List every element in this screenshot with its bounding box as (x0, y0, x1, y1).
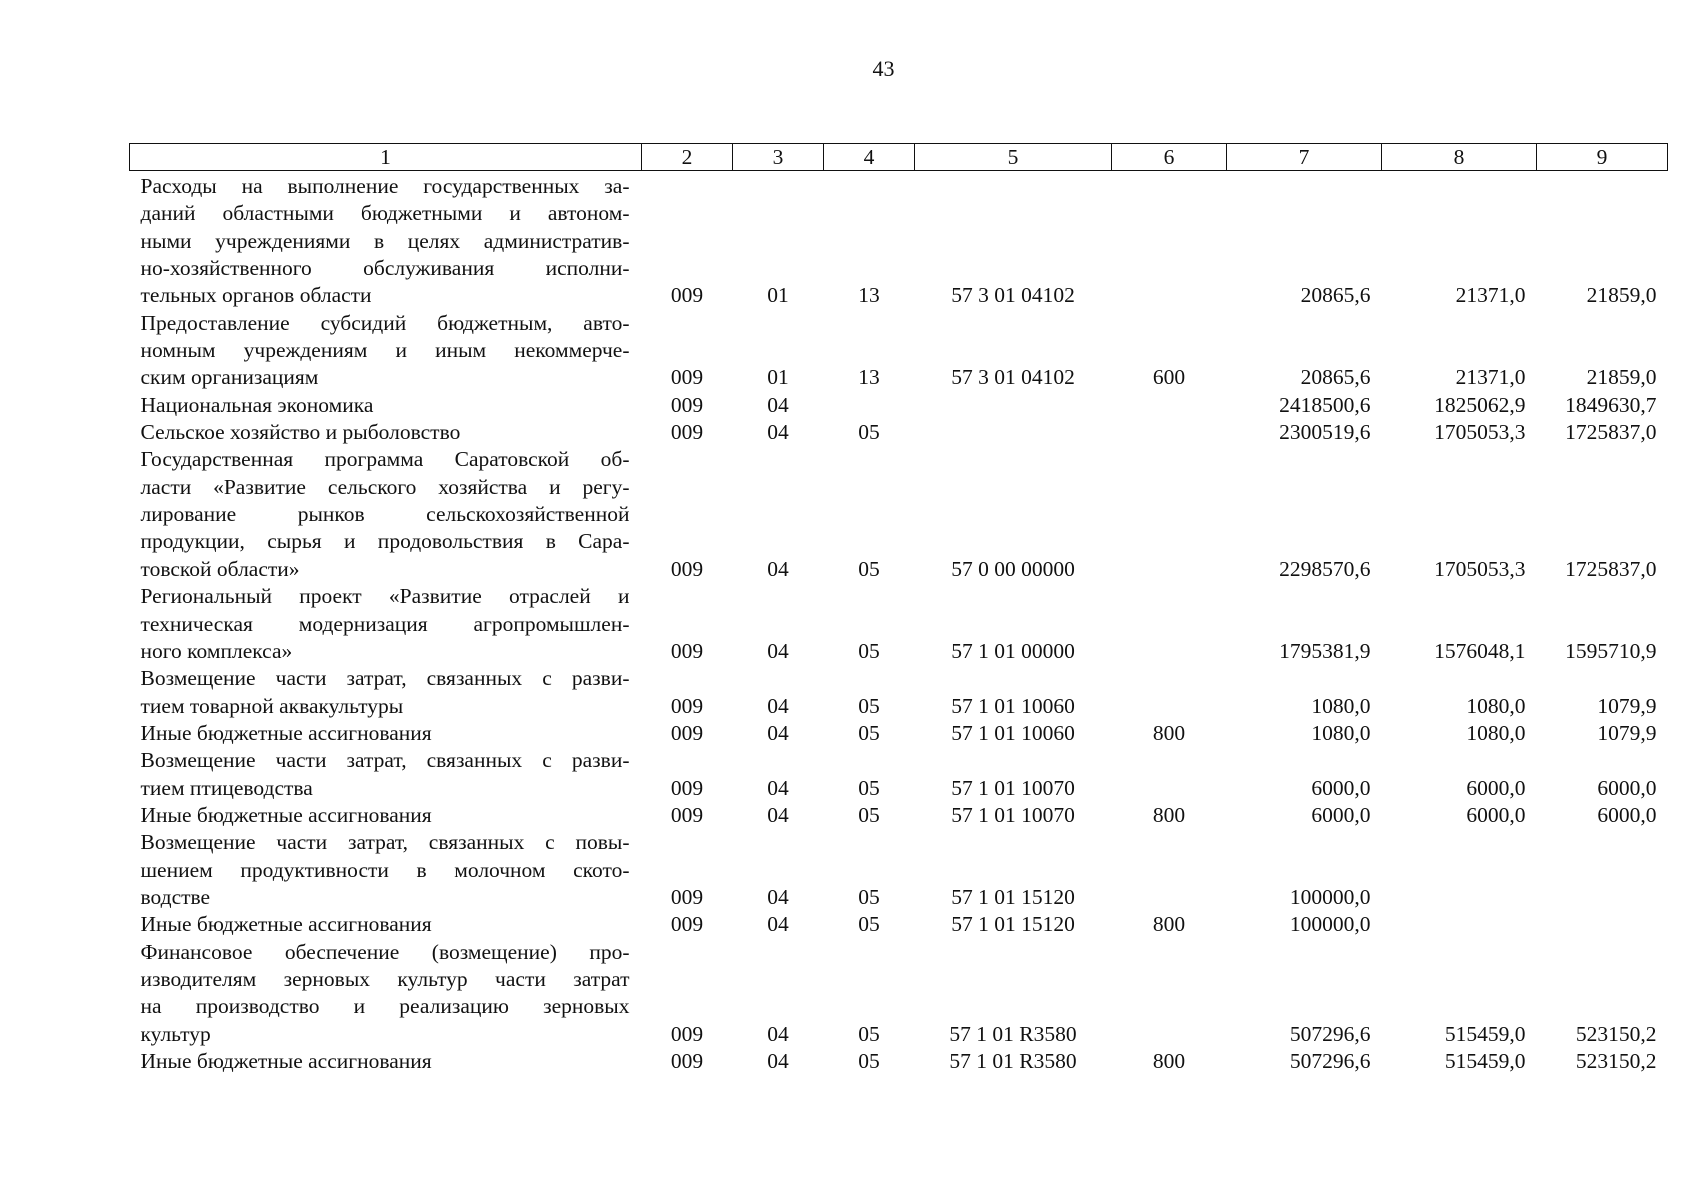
item-name-line: лирование рынков сельскохозяйственной (140, 502, 630, 527)
item-name-line: Национальная экономика (140, 392, 374, 417)
amount-cell-8 (1382, 829, 1537, 911)
target-code-cell: 57 1 01 00000 (951, 638, 1075, 663)
item-name-line: тием птицеводства (140, 775, 313, 800)
target-code-cell: 57 1 01 15120 (951, 912, 1075, 937)
amount-cell-9: 1725837,0 (1565, 420, 1657, 445)
item-name-line: ским организациям (140, 365, 319, 390)
subsection-code-cell: 13 (858, 365, 880, 390)
amount-cell-9: 6000,0 (1597, 775, 1657, 800)
column-header: 4 (824, 144, 915, 171)
amount-cell-8: 515459,0 (1444, 1021, 1526, 1046)
amount-cell-9: 1079,9 (1597, 693, 1657, 718)
amount-cell-9: 1595710,9 (1565, 638, 1657, 663)
subsection-code-cell: 05 (858, 720, 880, 745)
target-code-cell: 57 1 01 15120 (951, 884, 1075, 909)
amount-cell-7: 1080,0 (1311, 720, 1371, 745)
amount-cell-9: 6000,0 (1597, 802, 1657, 827)
item-name-cell (130, 829, 642, 911)
expense-type-cell: 600 (1152, 365, 1186, 390)
item-name-cell (130, 171, 642, 310)
amount-cell-7: 1795381,9 (1279, 638, 1371, 663)
item-name-cell (130, 747, 642, 802)
subsection-code-cell: 05 (858, 912, 880, 937)
section-code-cell: 04 (767, 884, 789, 909)
target-code-cell: 57 3 01 04102 (951, 365, 1075, 390)
expense-type-cell (1112, 747, 1227, 802)
item-name-cell (130, 665, 642, 720)
item-name-line: Иные бюджетные ассигнования (140, 802, 432, 827)
item-name-line: Иные бюджетные ассигнования (140, 912, 432, 937)
amount-cell-9 (1537, 911, 1668, 938)
page-number: 43 (872, 56, 895, 81)
section-code-cell: 04 (767, 392, 789, 417)
amount-cell-7: 1080,0 (1311, 693, 1371, 718)
table-row (130, 583, 1668, 665)
amount-cell-7: 20865,6 (1300, 365, 1371, 390)
amount-cell-8: 6000,0 (1466, 802, 1526, 827)
item-name-line: товской области» (140, 556, 300, 581)
column-header: 3 (733, 144, 824, 171)
header-row (130, 144, 1668, 171)
section-code-cell: 01 (767, 283, 789, 308)
table-row (130, 829, 1668, 911)
item-name-line: шением продуктивности в молочном ското- (140, 857, 630, 882)
item-name-cell (130, 720, 642, 747)
target-code-cell (915, 419, 1112, 446)
table-row (130, 392, 1668, 419)
expense-type-cell: 800 (1152, 802, 1186, 827)
item-name-cell (130, 446, 642, 583)
item-name-cell (130, 392, 642, 419)
amount-cell-7: 20865,6 (1300, 283, 1371, 308)
subsection-code-cell: 05 (858, 638, 880, 663)
item-name-line: Государственная программа Саратовской об- (140, 447, 630, 472)
target-code-cell: 57 1 01 10060 (951, 720, 1075, 745)
amount-cell-8: 1705053,3 (1434, 556, 1526, 581)
item-name-line: Расходы на выполнение государственных за- (140, 174, 630, 198)
item-name-line: Возмещение части затрат, связанных с разви- (140, 748, 630, 773)
subsection-code-cell: 05 (858, 1049, 880, 1073)
budget-table (129, 143, 1668, 1075)
amount-cell-8: 515459,0 (1444, 1049, 1526, 1073)
expense-type-cell: 800 (1152, 720, 1186, 745)
amount-cell-8: 6000,0 (1466, 775, 1526, 800)
admin-code-cell: 009 (670, 884, 704, 909)
item-name-line: но-хозяйственного обслуживания исполни- (140, 256, 630, 281)
admin-code-cell: 009 (670, 1049, 704, 1073)
item-name-line: Иные бюджетные ассигнования (140, 1049, 432, 1073)
item-name-line: техническая модернизация агропромышлен- (140, 611, 630, 636)
amount-cell-9: 1079,9 (1597, 720, 1657, 745)
table-row (130, 419, 1668, 446)
column-header: 1 (130, 144, 642, 171)
item-name-cell (130, 911, 642, 938)
item-name-line: ного комплекса» (140, 638, 293, 663)
section-code-cell: 04 (767, 420, 789, 445)
column-header: 6 (1112, 144, 1227, 171)
column-header: 2 (642, 144, 733, 171)
item-name-line: культур (140, 1021, 211, 1046)
item-name-line: Возмещение части затрат, связанных с повы- (140, 830, 630, 855)
item-name-cell (130, 583, 642, 665)
table-row (130, 911, 1668, 938)
target-code-cell: 57 1 01 10070 (951, 802, 1075, 827)
subsection-code-cell: 05 (858, 420, 880, 445)
item-name-line: тельных органов области (140, 283, 372, 308)
subsection-code-cell: 05 (858, 802, 880, 827)
item-name-line: Иные бюджетные ассигнования (140, 720, 432, 745)
amount-cell-9: 21859,0 (1586, 365, 1657, 390)
target-code-cell: 57 1 01 10060 (951, 693, 1075, 718)
amount-cell-9 (1537, 829, 1668, 911)
admin-code-cell: 009 (670, 392, 704, 417)
item-name-line: номным учреждениям и иным некоммерче- (140, 338, 630, 363)
admin-code-cell: 009 (670, 365, 704, 390)
amount-cell-7: 507296,6 (1289, 1021, 1371, 1046)
table-row (130, 939, 1668, 1048)
item-name-line: ными учреждениями в целях административ- (140, 228, 630, 253)
section-code-cell: 04 (767, 720, 789, 745)
amount-cell-7: 507296,6 (1289, 1049, 1371, 1073)
target-code-cell: 57 1 01 R3580 (949, 1021, 1077, 1046)
expense-type-cell (1112, 829, 1227, 911)
section-code-cell: 01 (767, 365, 789, 390)
item-name-cell (130, 802, 642, 829)
item-name-cell (130, 310, 642, 392)
expense-type-cell (1112, 392, 1227, 419)
section-code-cell: 04 (767, 1049, 789, 1073)
amount-cell-9: 1725837,0 (1565, 556, 1657, 581)
column-header: 9 (1537, 144, 1668, 171)
section-code-cell: 04 (767, 693, 789, 718)
admin-code-cell: 009 (670, 802, 704, 827)
amount-cell-7: 100000,0 (1289, 884, 1371, 909)
section-code-cell: 04 (767, 775, 789, 800)
expense-type-cell: 800 (1152, 1049, 1186, 1073)
amount-cell-7: 100000,0 (1289, 912, 1371, 937)
expense-type-cell (1112, 446, 1227, 583)
amount-cell-8: 1825062,9 (1434, 392, 1526, 417)
amount-cell-8: 21371,0 (1455, 365, 1526, 390)
item-name-line: Финансовое обеспечение (возмещение) про- (140, 939, 630, 964)
column-header: 7 (1227, 144, 1382, 171)
table-row (130, 720, 1668, 747)
item-name-line: Возмещение части затрат, связанных с разви- (140, 666, 630, 691)
amount-cell-8: 1080,0 (1466, 693, 1526, 718)
admin-code-cell: 009 (670, 556, 704, 581)
item-name-cell (130, 939, 642, 1048)
table-row (130, 446, 1668, 583)
table-row (130, 1048, 1668, 1075)
item-name-cell (130, 419, 642, 446)
amount-cell-8 (1382, 911, 1537, 938)
target-code-cell (915, 392, 1112, 419)
table-row (130, 747, 1668, 802)
amount-cell-7: 2300519,6 (1279, 420, 1371, 445)
expense-type-cell (1112, 583, 1227, 665)
item-name-line: даний областными бюджетными и автоном- (140, 201, 630, 226)
expense-type-cell: 800 (1152, 912, 1186, 937)
amount-cell-8: 1576048,1 (1434, 638, 1526, 663)
item-name-line: на производство и реализацию зерновых (140, 994, 630, 1019)
section-code-cell: 04 (767, 802, 789, 827)
column-header: 8 (1382, 144, 1537, 171)
subsection-code-cell: 05 (858, 775, 880, 800)
section-code-cell: 04 (767, 1021, 789, 1046)
item-name-line: Предоставление субсидий бюджетным, авто- (140, 310, 630, 335)
item-name-line: водстве (140, 884, 211, 909)
item-name-cell (130, 1048, 642, 1075)
amount-cell-9: 523150,2 (1575, 1021, 1657, 1046)
admin-code-cell: 009 (670, 912, 704, 937)
admin-code-cell: 009 (670, 638, 704, 663)
amount-cell-7: 2298570,6 (1279, 556, 1371, 581)
table-row (130, 171, 1668, 310)
expense-type-cell (1112, 665, 1227, 720)
amount-cell-9: 1849630,7 (1565, 392, 1657, 417)
target-code-cell: 57 0 00 00000 (951, 556, 1075, 581)
admin-code-cell: 009 (670, 775, 704, 800)
subsection-code-cell: 05 (858, 693, 880, 718)
amount-cell-9: 523150,2 (1575, 1049, 1657, 1073)
subsection-code-cell: 05 (858, 1021, 880, 1046)
expense-type-cell (1112, 171, 1227, 310)
subsection-code-cell (824, 392, 915, 419)
admin-code-cell: 009 (670, 1021, 704, 1046)
admin-code-cell: 009 (670, 283, 704, 308)
item-name-line: изводителям зерновых культур части затрат (140, 966, 630, 991)
amount-cell-8: 1080,0 (1466, 720, 1526, 745)
amount-cell-8: 21371,0 (1455, 283, 1526, 308)
section-code-cell: 04 (767, 912, 789, 937)
admin-code-cell: 009 (670, 693, 704, 718)
admin-code-cell: 009 (670, 720, 704, 745)
item-name-line: Сельское хозяйство и рыболовство (140, 420, 461, 445)
amount-cell-8: 1705053,3 (1434, 420, 1526, 445)
amount-cell-7: 6000,0 (1311, 802, 1371, 827)
target-code-cell: 57 1 01 10070 (951, 775, 1075, 800)
subsection-code-cell: 13 (858, 283, 880, 308)
table-body (130, 171, 1668, 1076)
item-name-line: продукции, сырья и продовольствия в Сара- (140, 529, 630, 554)
item-name-line: ласти «Развитие сельского хозяйства и регу- (140, 474, 630, 499)
amount-cell-7: 2418500,6 (1279, 392, 1371, 417)
section-code-cell: 04 (767, 638, 789, 663)
target-code-cell: 57 1 01 R3580 (949, 1049, 1077, 1073)
column-header: 5 (915, 144, 1112, 171)
item-name-line: Региональный проект «Развитие отраслей и (140, 584, 630, 609)
amount-cell-9: 21859,0 (1586, 283, 1657, 308)
subsection-code-cell: 05 (858, 884, 880, 909)
amount-cell-7: 6000,0 (1311, 775, 1371, 800)
table-row (130, 802, 1668, 829)
expense-type-cell (1112, 939, 1227, 1048)
target-code-cell: 57 3 01 04102 (951, 283, 1075, 308)
table-row (130, 665, 1668, 720)
item-name-line: тием товарной аквакультуры (140, 693, 404, 718)
expense-type-cell (1112, 419, 1227, 446)
table-row (130, 310, 1668, 392)
admin-code-cell: 009 (670, 420, 704, 445)
section-code-cell: 04 (767, 556, 789, 581)
subsection-code-cell: 05 (858, 556, 880, 581)
